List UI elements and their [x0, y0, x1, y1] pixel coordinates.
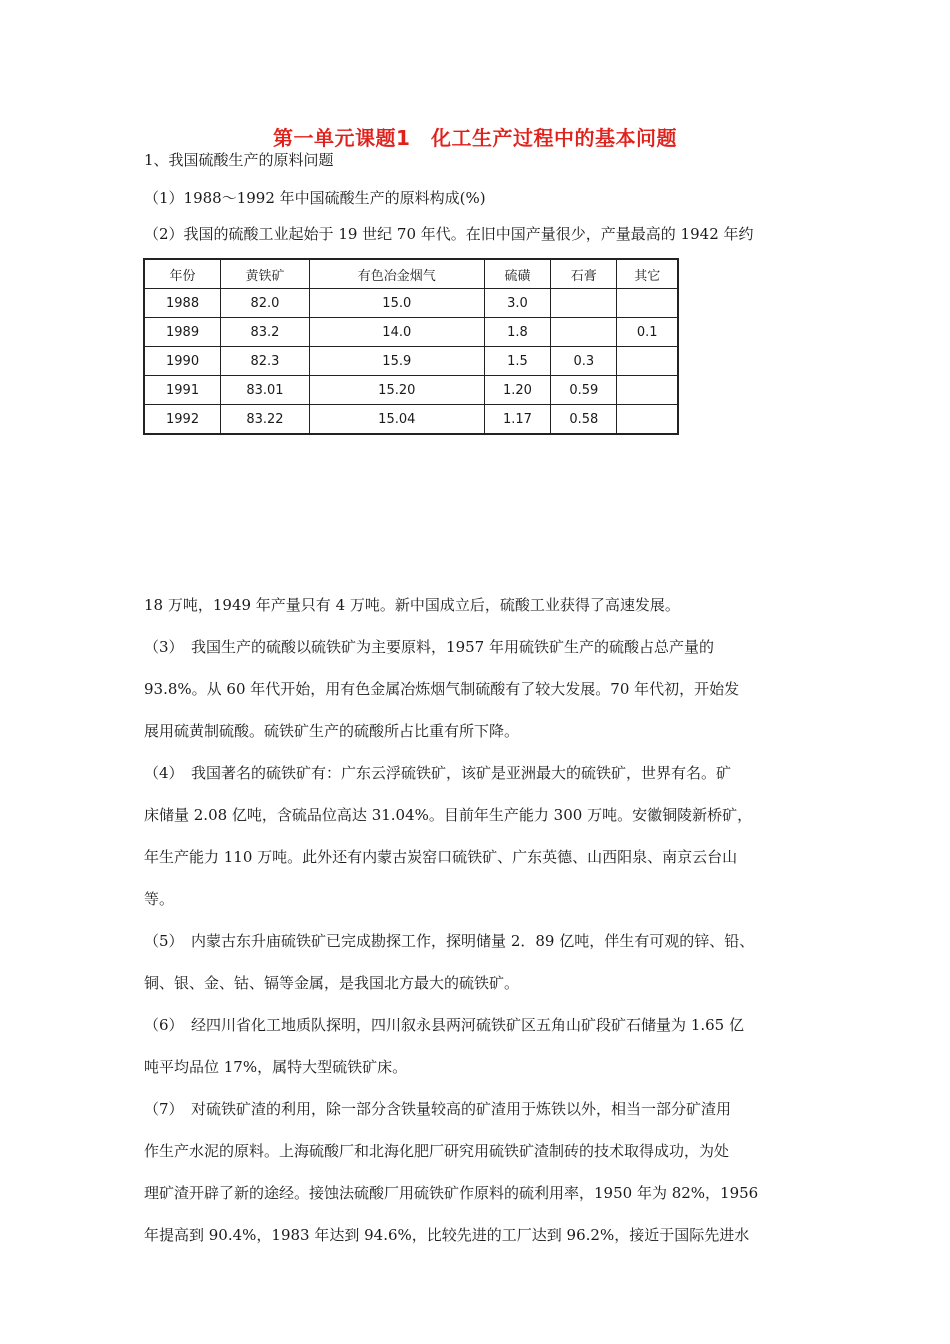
- table-cell: 15.0: [309, 289, 484, 318]
- table-cell: [617, 347, 678, 376]
- table-row: [144, 376, 678, 405]
- text-line: 年生产能力 110 万吨。此外还有内蒙古炭窑口硫铁矿、广东英德、山西阳泉、南京云台山: [144, 848, 738, 866]
- header-year: 年份: [144, 259, 221, 289]
- text-line: （7） 对硫铁矿渣的利用，除一部分含铁量较高的矿渣用于炼铁以外，相当一部分矿渣用: [144, 1100, 732, 1118]
- table-cell: 1988: [144, 289, 221, 318]
- text-line: 铜、银、金、钴、镉等金属，是我国北方最大的硫铁矿。: [144, 974, 520, 992]
- table-cell: 0.59: [551, 376, 617, 405]
- item-1: （1）1988～1992 年中国硫酸生产的原料构成(%): [144, 189, 486, 207]
- table-cell: 1989: [144, 318, 221, 347]
- table-cell: 82.3: [221, 347, 310, 376]
- table-row: [144, 318, 678, 347]
- body-text: [144, 595, 824, 1267]
- table-cell: 83.01: [221, 376, 310, 405]
- table-cell: [551, 318, 617, 347]
- table-cell: [617, 289, 678, 318]
- table-cell: 3.0: [484, 289, 550, 318]
- table-cell: 1.20: [484, 376, 550, 405]
- table-header-row: [144, 259, 678, 289]
- text-line: （4） 我国著名的硫铁矿有：广东云浮硫铁矿，该矿是亚洲最大的硫铁矿，世界有名。矿: [144, 764, 732, 782]
- table-cell: 1.8: [484, 318, 550, 347]
- table-cell: 1.17: [484, 405, 550, 435]
- table-cell: 15.04: [309, 405, 484, 435]
- header-other: 其它: [617, 259, 678, 289]
- table-cell: 1.5: [484, 347, 550, 376]
- table-row: [144, 347, 678, 376]
- table-row: [144, 405, 678, 435]
- table-cell: 0.58: [551, 405, 617, 435]
- text-line: 吨平均品位 17%，属特大型硫铁矿床。: [144, 1058, 408, 1076]
- table-cell: 83.22: [221, 405, 310, 435]
- text-line: 作生产水泥的原料。上海硫酸厂和北海化肥厂研究用硫铁矿渣制砖的技术取得成功，为处: [144, 1142, 730, 1160]
- header-pyrite: 黄铁矿: [221, 259, 310, 289]
- text-line: （6） 经四川省化工地质队探明，四川叙永县两河硫铁矿区五角山矿段矿石储量为 1.65 亿: [144, 1016, 744, 1034]
- table-cell: 1991: [144, 376, 221, 405]
- table-cell: 14.0: [309, 318, 484, 347]
- table-cell: [551, 289, 617, 318]
- table-cell: [617, 405, 678, 435]
- text-line: 18 万吨，1949 年产量只有 4 万吨。新中国成立后，硫酸工业获得了高速发展。: [144, 596, 680, 614]
- text-line: 93.8%。从 60 年代开始，用有色金属冶炼烟气制硫酸有了较大发展。70 年代初，开始发: [144, 680, 740, 698]
- table-row: [144, 289, 678, 318]
- section-heading: 1、我国硫酸生产的原料问题: [144, 151, 334, 169]
- text-line: 等。: [144, 890, 175, 908]
- page-title: 第一单元课题1 化工生产过程中的基本问题: [273, 126, 677, 150]
- text-line: （5） 内蒙古东升庙硫铁矿已完成勘探工作，探明储量 2．89 亿吨，伴生有可观的锌、铅、: [144, 932, 755, 950]
- table-cell: 15.20: [309, 376, 484, 405]
- text-line: （3） 我国生产的硫酸以硫铁矿为主要原料，1957 年用硫铁矿生产的硫酸占总产量的: [144, 638, 714, 656]
- header-sulfur: 硫磺: [484, 259, 550, 289]
- text-line: 理矿渣开辟了新的途经。接蚀法硫酸厂用硫铁矿作原料的硫利用率，1950 年为 82%，1956: [144, 1184, 759, 1202]
- text-line: 年提高到 90.4%，1983 年达到 94.6%，比较先进的工厂达到 96.2%，接近于国际先进水: [144, 1226, 750, 1244]
- header-gypsum: 石膏: [551, 259, 617, 289]
- text-line: 展用硫黄制硫酸。硫铁矿生产的硫酸所占比重有所下降。: [144, 722, 520, 740]
- table-cell: [617, 376, 678, 405]
- table-cell: 83.2: [221, 318, 310, 347]
- table-cell: 1990: [144, 347, 221, 376]
- item-2-intro: （2）我国的硫酸工业起始于 19 世纪 70 年代。在旧中国产量很少，产量最高的 1942 年约: [144, 225, 754, 243]
- table-cell: 82.0: [221, 289, 310, 318]
- table-cell: 0.1: [617, 318, 678, 347]
- text-line: 床储量 2.08 亿吨，含硫品位高达 31.04%。目前年生产能力 300 万吨。安徽铜陵新桥矿，: [144, 806, 753, 824]
- table-cell: 0.3: [551, 347, 617, 376]
- header-smelter-gas: 有色冶金烟气: [309, 259, 484, 289]
- table-cell: 15.9: [309, 347, 484, 376]
- table-cell: 1992: [144, 405, 221, 435]
- raw-material-table: [143, 258, 679, 435]
